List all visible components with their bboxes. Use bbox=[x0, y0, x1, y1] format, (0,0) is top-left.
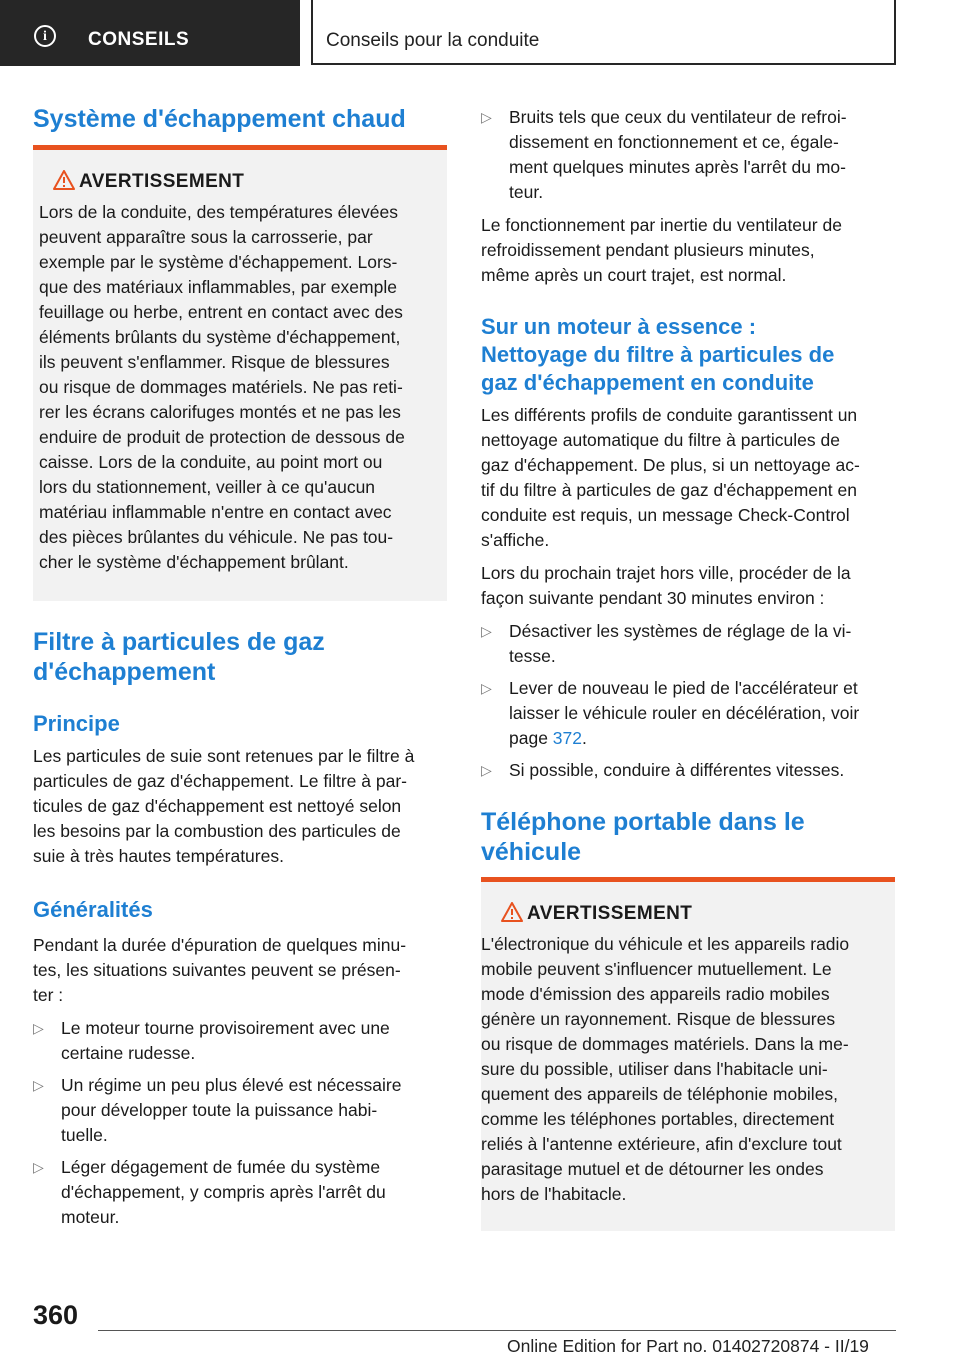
text-line: tuelle. bbox=[61, 1125, 108, 1145]
text-line: laisser le véhicule rouler en décélération, voir bbox=[509, 703, 860, 723]
footer-rule bbox=[98, 1330, 896, 1331]
warning-box-mobile bbox=[481, 877, 895, 1231]
text-line: Lors de la conduite, des températures élevées bbox=[39, 202, 398, 222]
text-line: Lever de nouveau le pied de l'accélérateur et bbox=[509, 678, 858, 698]
text-line: Le moteur tourne provisoirement avec une bbox=[61, 1018, 390, 1038]
text-line: dissement en fonctionnement et ce, égale- bbox=[509, 132, 839, 152]
page-reference-link[interactable]: 372 bbox=[552, 728, 582, 748]
heading-hot-exhaust: Système d'échappement chaud bbox=[33, 105, 406, 133]
bullet-triangle-icon: ▷ bbox=[33, 1020, 44, 1036]
text-line: lors du stationnement, veiller à ce qu'aucun bbox=[39, 477, 376, 497]
text-line: même après un court trajet, est normal. bbox=[481, 265, 787, 285]
footer-edition: Online Edition for Part no. 01402720874 - II/19 bbox=[507, 1336, 869, 1356]
text-line: teur. bbox=[509, 182, 544, 202]
text-line: gaz d'échappement. De plus, si un nettoyage ac- bbox=[481, 455, 860, 475]
heading-line: Nettoyage du filtre à particules de bbox=[481, 342, 835, 367]
text-line: ticules de gaz d'échappement est nettoyé selon bbox=[33, 796, 402, 816]
text-line: Un régime un peu plus élevé est nécessaire bbox=[61, 1075, 402, 1095]
bullet-triangle-icon: ▷ bbox=[33, 1077, 44, 1093]
heading-line: gaz d'échappement en conduite bbox=[481, 370, 814, 395]
heading-line: Téléphone portable dans le bbox=[481, 808, 805, 836]
text-line: exemple par le système d'échappement. Lors- bbox=[39, 252, 398, 272]
text-line: quement des appareils de téléphonie mobiles, bbox=[481, 1084, 839, 1104]
warning-triangle-icon bbox=[501, 902, 523, 922]
warning-title: AVERTISSEMENT bbox=[527, 903, 693, 924]
paragraph-principle bbox=[33, 744, 447, 869]
text-line: matériau inflammable n'entre en contact avec bbox=[39, 502, 392, 522]
text-line: enduire de produit de protection de dessous de bbox=[39, 427, 405, 447]
text-line: Si possible, conduire à différentes vitesses. bbox=[509, 760, 845, 780]
paragraph-fan-inertia bbox=[481, 213, 895, 288]
text-line: Lors du prochain trajet hors ville, procéder de la bbox=[481, 563, 851, 583]
text-line: Les particules de suie sont retenues par le filtre à bbox=[33, 746, 415, 766]
text-line: feuillage ou herbe, entrent en contact avec des bbox=[39, 302, 403, 322]
text-line bbox=[509, 726, 895, 751]
heading-line: véhicule bbox=[481, 838, 582, 866]
warning-title: AVERTISSEMENT bbox=[79, 171, 245, 192]
text-line: comme les téléphones portables, directement bbox=[481, 1109, 835, 1129]
heading-line: d'échappement bbox=[33, 658, 216, 686]
text-line: ils peuvent s'enflammer. Risque de blessures bbox=[39, 352, 390, 372]
text-line: Bruits tels que ceux du ventilateur de refroi- bbox=[509, 107, 847, 127]
text-line: particules de gaz d'échappement. Le filtre à par- bbox=[33, 771, 407, 791]
paragraph-next-trip bbox=[481, 561, 895, 611]
text-line: mode d'émission des appareils radio mobiles bbox=[481, 984, 830, 1004]
text-line: L'électronique du véhicule et les appareils radio bbox=[481, 934, 850, 954]
text-line: rer les écrans calorifuges montés et ne pas les bbox=[39, 402, 401, 422]
text-line: hors de l'habitacle. bbox=[481, 1184, 627, 1204]
text-line: Le fonctionnement par inertie du ventilateur de bbox=[481, 215, 842, 235]
chapter-tab-label: CONSEILS bbox=[88, 29, 190, 50]
warning-box-exhaust bbox=[33, 145, 447, 601]
section-title: Conseils pour la conduite bbox=[326, 30, 540, 51]
heading-particle-filter bbox=[33, 627, 325, 687]
header-divider-right bbox=[894, 0, 896, 64]
heading-mobile-phone bbox=[481, 807, 805, 867]
bullet-triangle-icon: ▷ bbox=[481, 680, 492, 696]
text-line: pour développer toute la puissance habi- bbox=[61, 1100, 378, 1120]
bullet-triangle-icon: ▷ bbox=[481, 762, 492, 778]
text-line: Les différents profils de conduite garantissent un bbox=[481, 405, 858, 425]
header-divider-left bbox=[311, 0, 313, 64]
text-line: Léger dégagement de fumée du système bbox=[61, 1157, 381, 1177]
text-line: refroidissement pendant plusieurs minutes, bbox=[481, 240, 815, 260]
paragraph-general bbox=[33, 933, 447, 1008]
text-line: d'échappement, y compris après l'arrêt du bbox=[61, 1182, 386, 1202]
text-line: tif du filtre à particules de gaz d'échappement en bbox=[481, 480, 857, 500]
text-line: façon suivante pendant 30 minutes environ : bbox=[481, 588, 825, 608]
text-line: ou risque de dommages matériels. Ne pas reti- bbox=[39, 377, 403, 397]
text-line: conduite est requis, un message Check-Control bbox=[481, 505, 850, 525]
paragraph-driving-profiles bbox=[481, 403, 895, 553]
text-line: suie à très hautes températures. bbox=[33, 846, 284, 866]
page-header bbox=[0, 0, 960, 66]
text-line: tesse. bbox=[509, 646, 556, 666]
bullet-triangle-icon: ▷ bbox=[33, 1159, 44, 1175]
text-line: sure du possible, utiliser dans l'habitacle uni- bbox=[481, 1059, 828, 1079]
text-line: nettoyage automatique du filtre à particules de bbox=[481, 430, 840, 450]
header-underline bbox=[311, 63, 896, 65]
text-line: moteur. bbox=[61, 1207, 120, 1227]
heading-principle: Principe bbox=[33, 711, 120, 736]
text-line: que des matériaux inflammables, par exemple bbox=[39, 277, 397, 297]
text-line: éléments brûlants du système d'échappement, bbox=[39, 327, 401, 347]
text-line: ment quelques minutes après l'arrêt du mo- bbox=[509, 157, 846, 177]
warning-text bbox=[481, 932, 885, 1207]
info-icon: i bbox=[34, 25, 56, 47]
text-line: cher le système d'échappement brûlant. bbox=[39, 552, 349, 572]
page-number: 360 bbox=[33, 1300, 79, 1330]
text-segment: page bbox=[509, 728, 553, 748]
text-line: mobile peuvent s'influencer mutuellement. Le bbox=[481, 959, 832, 979]
bullet-triangle-icon: ▷ bbox=[481, 623, 492, 639]
warning-triangle-icon bbox=[53, 170, 75, 190]
heading-line: Filtre à particules de gaz bbox=[33, 628, 325, 656]
text-line: ter : bbox=[33, 985, 64, 1005]
heading-line: Sur un moteur à essence : bbox=[481, 314, 757, 339]
text-line: caisse. Lors de la conduite, au point mort ou bbox=[39, 452, 383, 472]
chapter-tab bbox=[0, 0, 300, 66]
text-line: des pièces brûlantes du véhicule. Ne pas tou- bbox=[39, 527, 394, 547]
warning-text bbox=[39, 200, 443, 575]
text-line: Pendant la durée d'épuration de quelques minu- bbox=[33, 935, 407, 955]
text-line: parasitage mutuel et de détourner les ondes bbox=[481, 1159, 824, 1179]
text-line: Désactiver les systèmes de réglage de la vi- bbox=[509, 621, 852, 641]
text-line: certaine rudesse. bbox=[61, 1043, 196, 1063]
heading-general: Généralités bbox=[33, 897, 153, 922]
text-line: tes, les situations suivantes peuvent se présen- bbox=[33, 960, 401, 980]
text-line: les besoins par la combustion des particules de bbox=[33, 821, 401, 841]
text-line: génère un rayonnement. Risque de blessures bbox=[481, 1009, 836, 1029]
bullet-triangle-icon: ▷ bbox=[481, 109, 492, 125]
text-line: s'affiche. bbox=[481, 530, 550, 550]
heading-petrol-filter-cleaning bbox=[481, 313, 834, 397]
text-line: reliés à l'antenne extérieure, afin d'exclure tout bbox=[481, 1134, 842, 1154]
text-line: ou risque de dommages matériels. Dans la me- bbox=[481, 1034, 849, 1054]
text-segment: . bbox=[582, 728, 587, 748]
text-line: peuvent apparaître sous la carrosserie, par bbox=[39, 227, 373, 247]
